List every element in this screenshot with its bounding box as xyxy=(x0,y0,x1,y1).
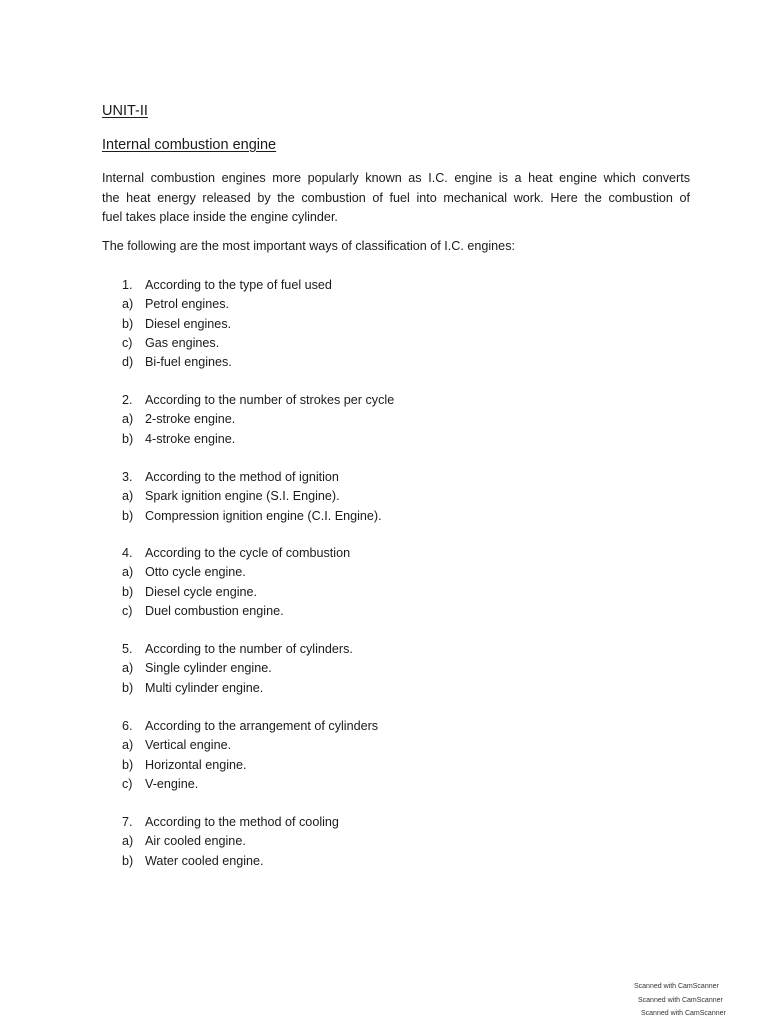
group-number: 4. xyxy=(122,546,133,560)
group-number: 1. xyxy=(122,278,133,292)
item-marker: b) xyxy=(122,431,134,446)
unit-title: UNIT-II xyxy=(102,103,148,119)
item-text: Vertical engine. xyxy=(145,738,232,753)
group-number: 6. xyxy=(122,719,133,733)
item-text: Multi cylinder engine. xyxy=(145,680,264,695)
item-text: Horizontal engine. xyxy=(145,757,247,772)
item-text: Diesel cycle engine. xyxy=(145,584,258,599)
item-text: Compression ignition engine (C.I. Engine). xyxy=(145,508,382,523)
item-marker: b) xyxy=(122,757,134,772)
item-text: Duel combustion engine. xyxy=(145,603,284,618)
intro-line: the heat energy released by the combustion of fuel into mechanical work. Here the combustion of xyxy=(102,190,690,205)
item-marker: b) xyxy=(122,680,134,695)
item-text: 4-stroke engine. xyxy=(145,431,236,446)
group-number: 5. xyxy=(122,642,133,656)
item-marker: b) xyxy=(122,853,134,868)
group-heading-text: According to the method of cooling xyxy=(145,815,339,829)
item-marker: d) xyxy=(122,355,134,370)
group-heading-text: According to the arrangement of cylinders xyxy=(145,719,379,733)
item-marker: b) xyxy=(122,584,134,599)
intro-line: fuel takes place inside the engine cylinder. xyxy=(102,210,338,224)
scanner-watermark: Scanned with CamScanner xyxy=(638,997,723,1004)
item-text: Single cylinder engine. xyxy=(145,661,272,676)
scanner-watermark: Scanned with CamScanner xyxy=(641,1010,726,1017)
item-text: Gas engines. xyxy=(145,335,220,350)
scanner-watermark: Scanned with CamScanner xyxy=(634,983,719,990)
item-text: Diesel engines. xyxy=(145,316,232,331)
item-marker: a) xyxy=(122,738,134,753)
item-text: 2-stroke engine. xyxy=(145,412,236,427)
intro-line: Internal combustion engines more popularly known as I.C. engine is a heat engine which converts xyxy=(102,171,690,185)
group-number: 3. xyxy=(122,470,133,484)
item-marker: a) xyxy=(122,489,134,504)
group-heading-text: According to the method of ignition xyxy=(145,470,339,484)
item-marker: a) xyxy=(122,412,134,427)
group-heading-text: According to the number of strokes per cycle xyxy=(145,393,395,407)
item-text: Air cooled engine. xyxy=(145,834,246,849)
item-text: Otto cycle engine. xyxy=(145,565,246,580)
item-text: V-engine. xyxy=(145,776,199,791)
classification-lead: The following are the most important ways of classification of I.C. engines: xyxy=(102,239,515,253)
item-text: Spark ignition engine (S.I. Engine). xyxy=(145,489,340,504)
item-text: Water cooled engine. xyxy=(145,853,264,868)
item-marker: a) xyxy=(122,834,134,849)
group-heading-text: According to the cycle of combustion xyxy=(145,546,351,560)
item-marker: a) xyxy=(122,661,134,676)
item-marker: a) xyxy=(122,297,134,312)
section-title: Internal combustion engine xyxy=(102,137,277,153)
item-marker: b) xyxy=(122,316,134,331)
item-marker: c) xyxy=(122,603,133,618)
item-text: Petrol engines. xyxy=(145,297,230,312)
group-number: 2. xyxy=(122,393,133,407)
group-number: 7. xyxy=(122,815,133,829)
group-heading-text: According to the type of fuel used xyxy=(145,278,332,292)
group-heading-text: According to the number of cylinders. xyxy=(145,642,353,656)
item-marker: c) xyxy=(122,776,133,791)
intro-paragraph xyxy=(102,169,690,228)
item-marker: c) xyxy=(122,335,133,350)
item-marker: b) xyxy=(122,508,134,523)
item-text: Bi-fuel engines. xyxy=(145,355,232,370)
item-marker: a) xyxy=(122,565,134,580)
